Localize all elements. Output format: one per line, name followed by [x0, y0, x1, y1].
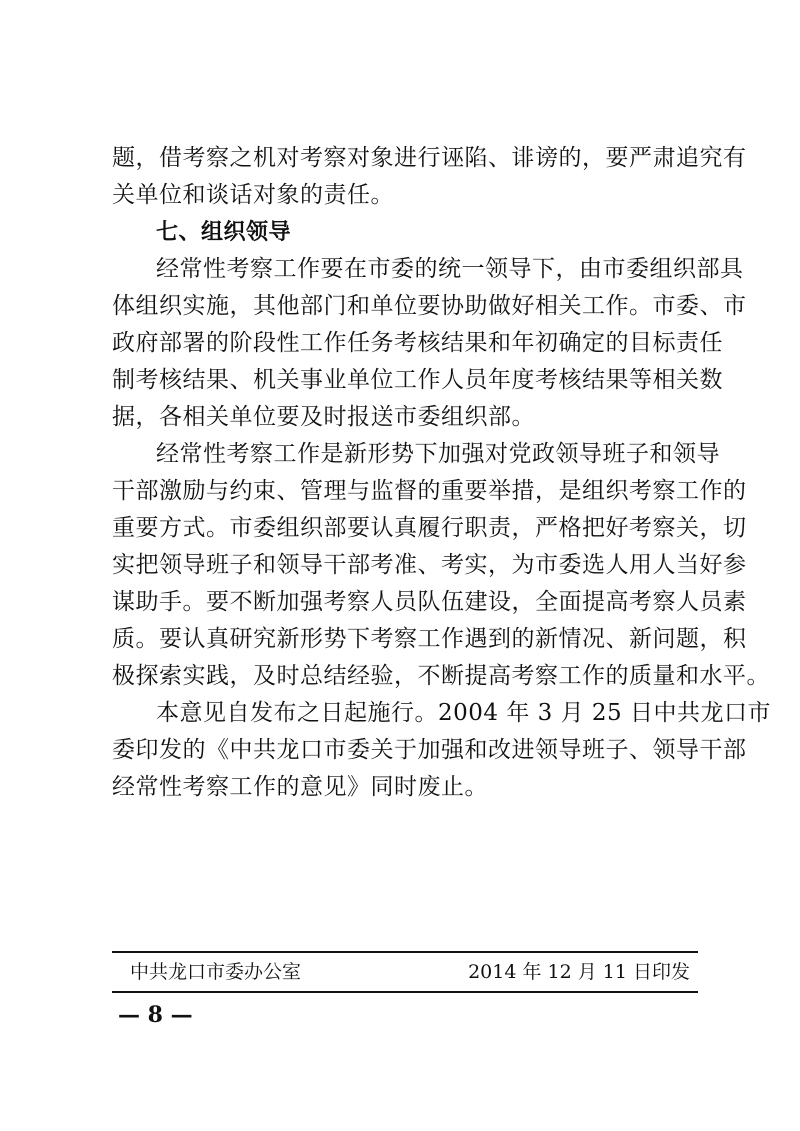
body-line: 经常性考察工作的意见》同时废止。 — [112, 774, 488, 800]
paragraph-first-line: 经常性考察工作是新形势下加强对党政领导班子和领导 — [156, 441, 720, 467]
section-heading: 七、组织领导 — [156, 220, 292, 245]
body-line: 谋助手。要不断加强考察人员队伍建设，全面提高考察人员素 — [112, 589, 747, 615]
body-line: 质。要认真研究新形势下考察工作遇到的新情况、新问题，积 — [112, 626, 747, 652]
body-line: 极探索实践，及时总结经验，不断提高考察工作的质量和水平。 — [112, 663, 770, 689]
footer-top-rule — [112, 951, 698, 953]
body-line: 委印发的《中共龙口市委关于加强和改进领导班子、领导干部 — [112, 737, 747, 763]
page-number: — 8 — — [118, 1002, 193, 1028]
issue-date: 2014 年 12 月 11 日印发 — [468, 961, 690, 983]
body-line: 实把领导班子和领导干部考准、考实，为市委选人用人当好参 — [112, 552, 747, 578]
body-line: 政府部署的阶段性工作任务考核结果和年初确定的目标责任 — [112, 330, 723, 356]
body-line: 关单位和谈话对象的责任。 — [112, 182, 394, 208]
body-line: 重要方式。市委组织部要认真履行职责，严格把好考察关，切 — [112, 515, 747, 541]
body-line: 体组织实施，其他部门和单位要协助做好相关工作。市委、市 — [112, 293, 747, 319]
body-line: 题，借考察之机对考察对象进行诬陷、诽谤的，要严肃追究有 — [112, 145, 747, 171]
issuer-name: 中共龙口市委办公室 — [130, 961, 302, 983]
footer-bottom-rule — [112, 991, 698, 993]
body-line: 干部激励与约束、管理与监督的重要举措，是组织考察工作的 — [112, 478, 747, 504]
body-line: 制考核结果、机关事业单位工作人员年度考核结果等相关数 — [112, 367, 723, 393]
document-body — [112, 140, 771, 806]
paragraph-first-line: 本意见自发布之日起施行。2004 年 3 月 25 日中共龙口市 — [156, 700, 771, 726]
body-line: 据，各相关单位要及时报送市委组织部。 — [112, 404, 535, 430]
paragraph-first-line: 经常性考察工作要在市委的统一领导下，由市委组织部具 — [156, 256, 744, 282]
